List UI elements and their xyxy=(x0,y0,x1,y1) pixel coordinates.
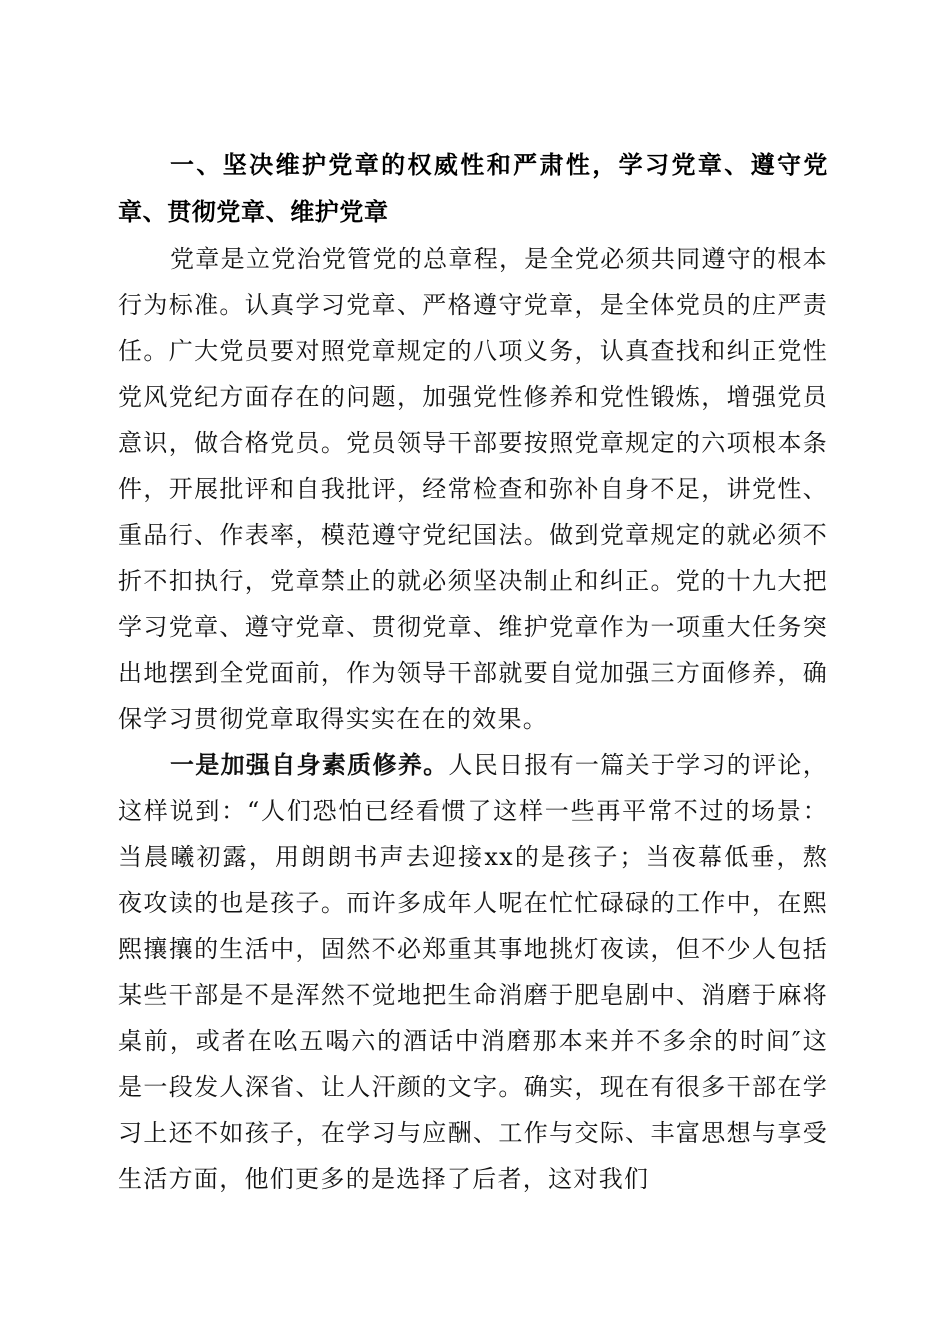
section-heading: 一、坚决维护党章的权威性和严肃性，学习党章、遵守党章、贯彻党章、维护党章 xyxy=(118,151,828,226)
paragraph-lead-phrase: 一是加强自身素质修养。 xyxy=(170,750,449,779)
paragraph-text: 党章是立党治党管党的总章程，是全党必须共同遵守的根本行为标准。认真学习党章、严格遵守党章，是全体党员的庄严责任。广大党员要对照党章规定的八项义务，认真查找和纠正党性党风党纪方面存在的问题，加强党性修养和党性锻炼，增强党员意识，做合格党员。党员领导干部要按照党章规定的六项根本条件，开展批评和自我批评，经常检查和弥补自身不足，讲党性、重品行、作表率，模范遵守党纪国法。做到党章规定的就必须不折不扣执行，党章禁止的就必须坚决制止和纠正。党的十九大把学习党章、遵守党章、贯彻党章、维护党章作为一项重大任务突出地摆到全党面前，作为领导干部就要自觉加强三方面修养，确保学习贯彻党章取得实实在在的效果。 xyxy=(118,245,828,733)
paragraph-party-constitution xyxy=(118,236,828,742)
document-body xyxy=(118,142,828,1202)
paragraph-self-cultivation xyxy=(118,742,828,1202)
paragraph-text: 人民日报有一篇关于学习的评论，这样说到：“人们恐怕已经看惯了这样一些再平常不过的场景：当晨曦初露，用朗朗书声去迎接xx的是孩子；当夜幕低垂，熬夜攻读的也是孩子。而许多成年人呢在忙忙碌碌的工作中，在熙熙攘攘的生活中，固然不必郑重其事地挑灯夜读，但不少人包括某些干部是不是浑然不觉地把生命消磨于肥皂剧中、消磨于麻将桌前，或者在吆五喝六的酒话中消磨那本来并不多余的时间″这是一段发人深省、让人汗颜的文字。确实，现在有很多干部在学习上还不如孩子，在学习与应酬、工作与交际、丰富思想与享受生活方面，他们更多的是选择了后者，这对我们 xyxy=(118,751,828,1193)
